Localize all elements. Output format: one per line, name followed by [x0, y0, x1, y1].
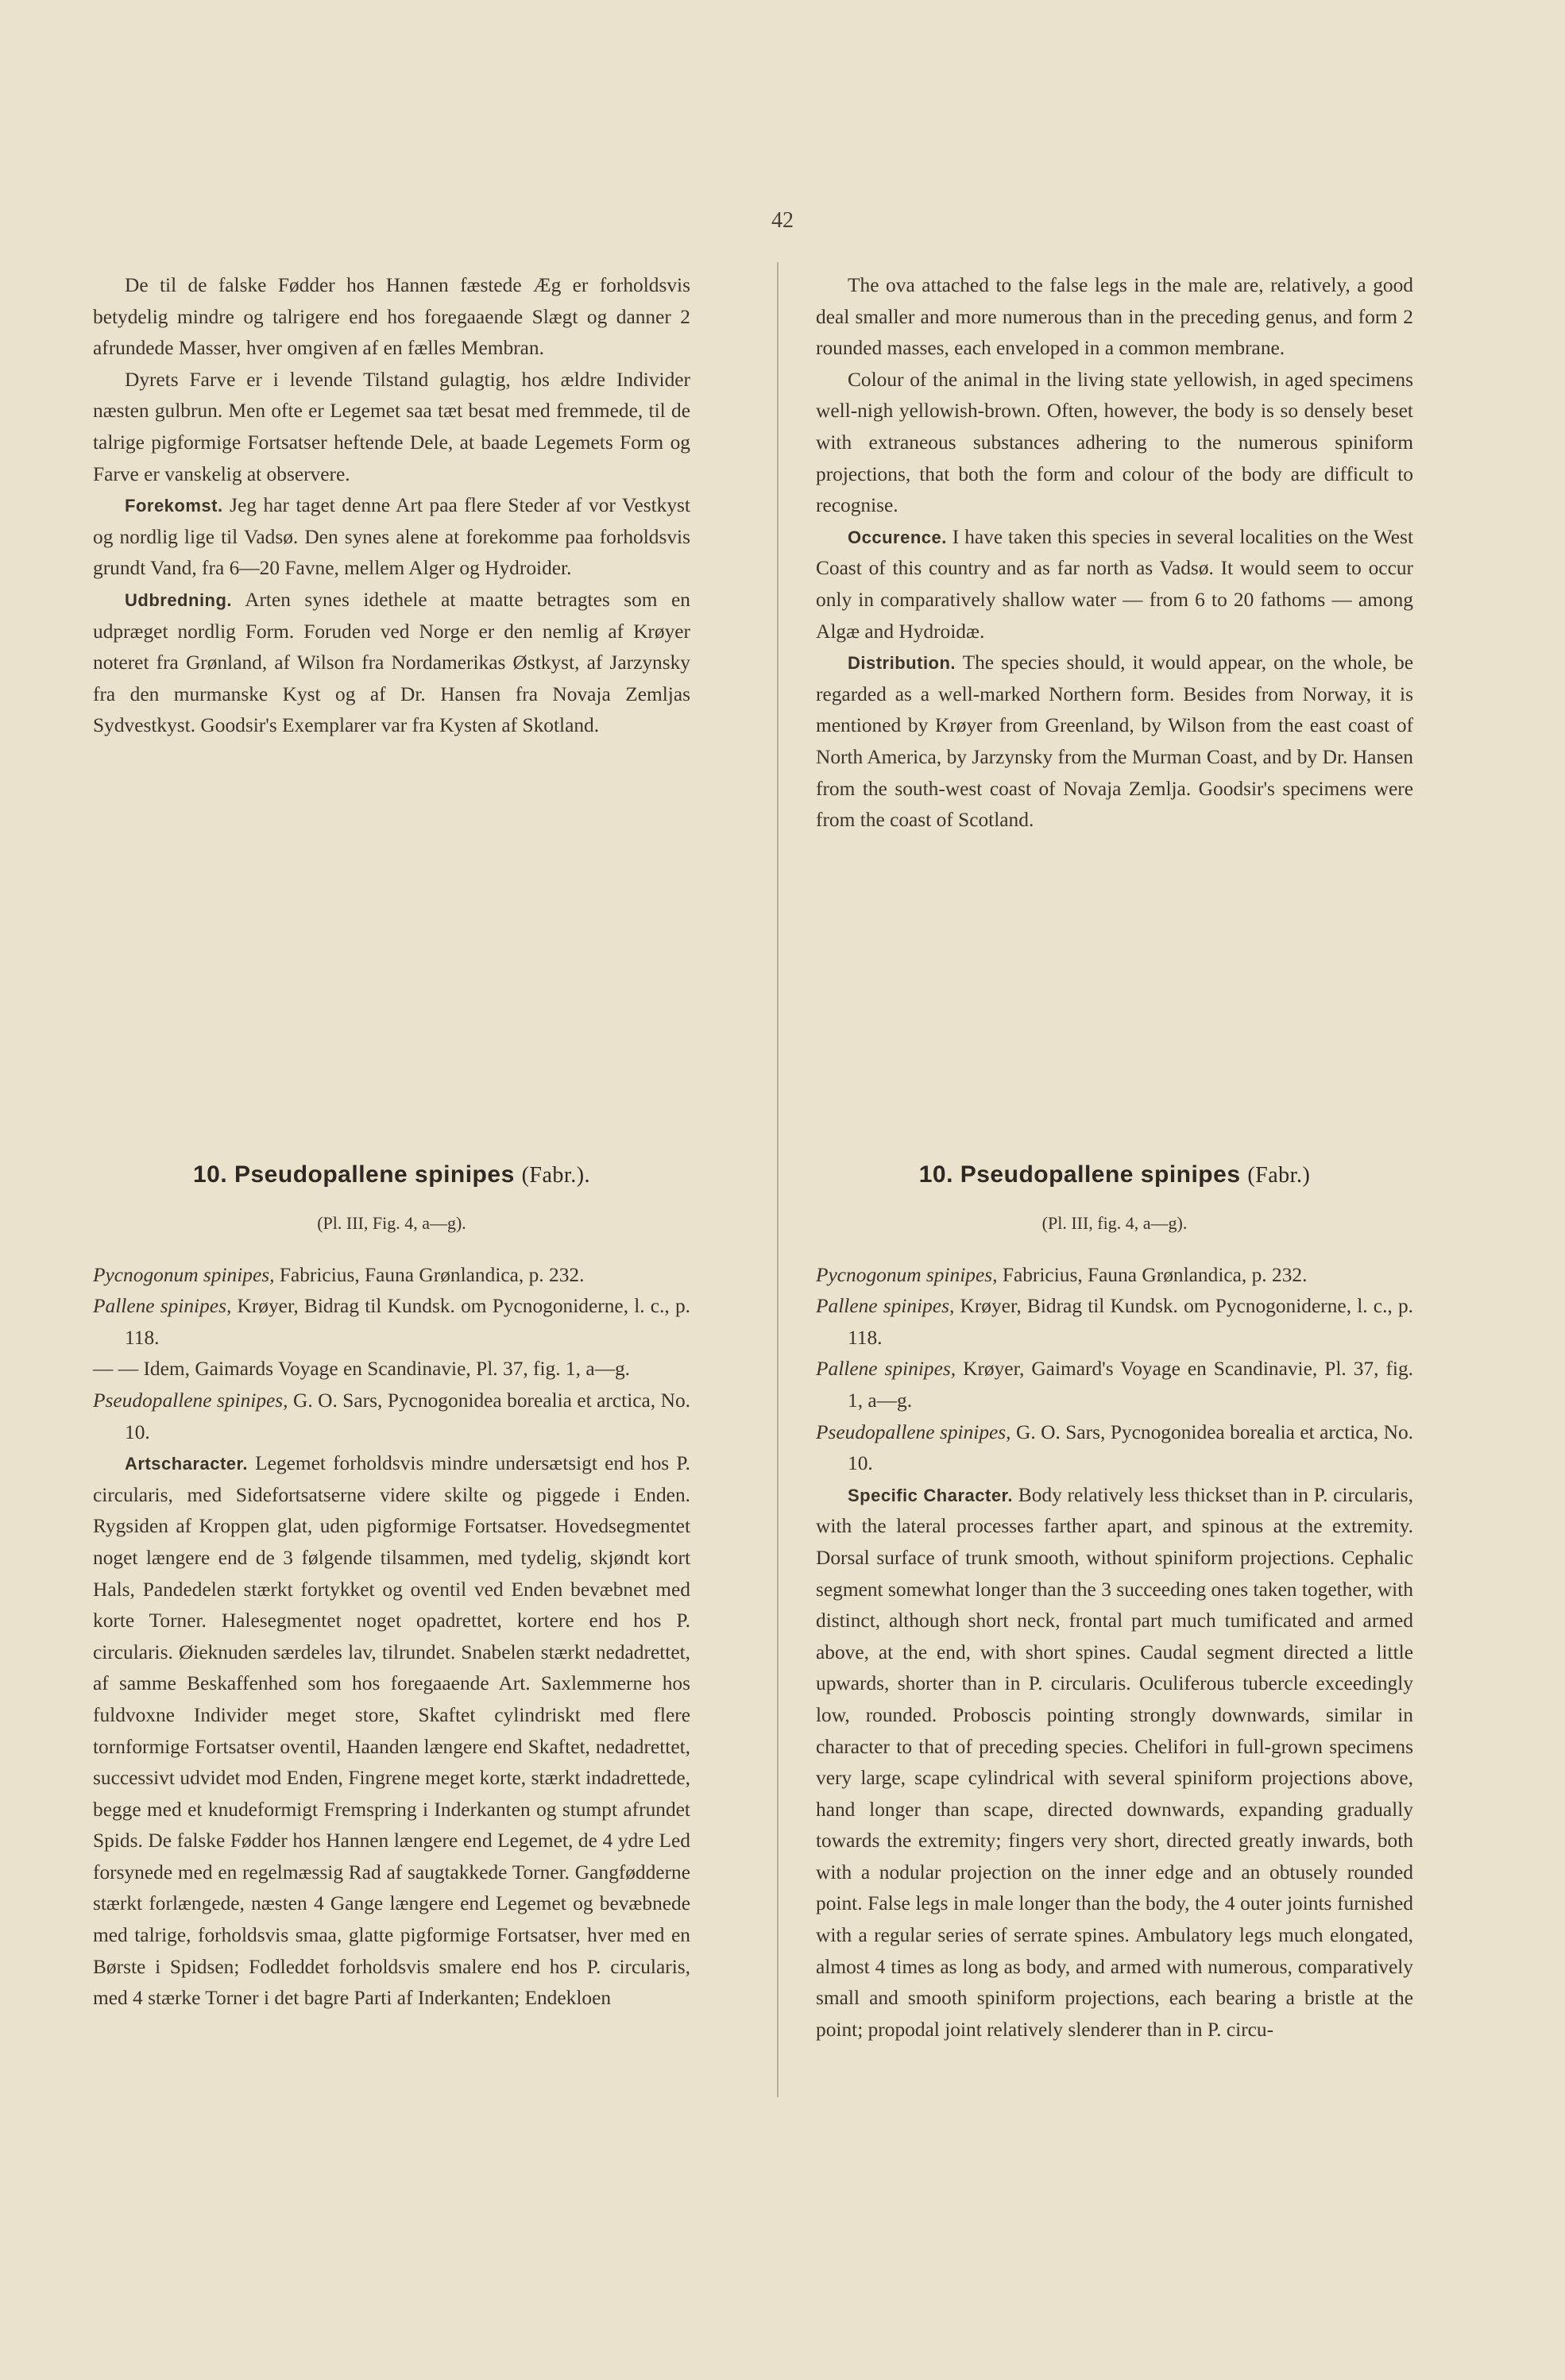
paragraph [816, 522, 1413, 647]
synonym-name: Pseudopallene spinipes, [816, 1420, 1011, 1443]
synonym-name: Pallene spinipes, [93, 1295, 232, 1318]
section-keyword: Forekomst. [125, 496, 223, 516]
synonym-name: Pycnogonum spinipes, [93, 1263, 275, 1286]
synonym-name: Pycnogonum spinipes, [816, 1263, 998, 1286]
right-column-species [816, 1157, 1413, 2046]
synonym [93, 1260, 690, 1292]
species-heading [93, 1157, 690, 1193]
paragraph-text: Body relatively less thickset than in P. circularis, with the lateral processes farther apart, and spinous at the extremity. Dorsal surface of trunk smooth, without spiniform projections. Cephalic segment somewhat longer than the 3 succeeding ones taken together, with distinct, although short neck, frontal part much tumificated and armed above, at the end, with short spines. Caudal segment directed a little upwards, shorter than in P. circularis. Oculiferous tubercle exceedingly low, rounded. Proboscis pointing strongly downwards, similar in character to that of preceding species. Chelifori in full-grown specimens very large, scape cylindrical with several spiniform projections above, hand longer than scape, directed downwards, expanding gradually towards the extremity; fingers very short, directed greatly inwards, both with a nodular projection on the inner edge and an obtusely rounded point. False legs in male longer than the body, the 4 outer joints furnished with a regular series of serrate spines. Ambulatory legs much elongated, almost 4 times as long as body, and armed with numerous, comparatively small and smooth spiniform projections, each bearing a bristle at the point; propodal joint relatively slenderer than in P. circu- [816, 1483, 1413, 2041]
synonym-ref: Fabricius, Fauna Grønlandica, p. 232. [274, 1263, 585, 1286]
species-heading [816, 1157, 1413, 1193]
synonym [93, 1291, 690, 1354]
synonym [93, 1354, 690, 1385]
paragraph-text: Legemet forholdsvis mindre undersætsigt end hos P. circularis, med Sidefortsatserne videre skilte og piggede i Enden. Rygsiden af Kroppen glat, uden pigformige Fortsatser. Hovedsegmentet noget længere end de 3 følgende tilsammen, med tydelig, skjøndt kort Hals, Pandedelen stærkt fortykket og oventil ved Enden bevæbnet med korte Torner. Halesegmentet noget opadrettet, kortere end hos P. circularis. Øieknuden særdeles lav, tilrundet. Snabelen stærkt nedadrettet, af samme Beskaffenhed som hos foregaaende Art. Saxlemmerne hos fuldvoxne Individer meget store, Skaftet cylindriskt med flere tornformige Fortsatser oventil, Haanden længere end Skaftet, nedadrettet, successivt udvidet mod Enden, Fingrene meget korte, stærkt indadrettede, begge med et knudeformigt Fremspring i Inderkanten og stumpt afrundet Spids. De falske Fødder hos Hannen længere end Legemet, de 4 ydre Led forsynede med en regelmæssig Rad af saugtakkede Torner. Gangfødderne stærkt forlængede, næsten 4 Gange længere end Legemet og bevæbnede med talrige, forholdsvis smaa, glatte pigformige Fortsatser, hver med en Børste i Spidsen; Fodleddet forholdsvis smalere end hos P. circularis, med 4 stærke Torner i det bagre Parti af Inderkanten; Endekloen [93, 1452, 690, 2010]
paragraph: Dyrets Farve er i levende Tilstand gulagtig, hos ældre Individer næsten gulbrun. Men ofte er Legemet saa tæt besat med fremmede, til de talrige pigformige Fortsatser heftende Dele, at baade Legemets Form og Farve er vanskelig at observere. [93, 368, 690, 485]
column-divider [777, 262, 779, 2097]
section-keyword: Specific Character. [848, 1485, 1014, 1505]
synonym-ref: G. O. Sars, Pycnogonidea borealia et arctica, No. 10. [125, 1389, 690, 1443]
synonym-ref: Fabricius, Fauna Grønlandica, p. 232. [997, 1263, 1308, 1286]
right-column-top [816, 270, 1413, 836]
paragraph-text: I have taken this species in several localities on the West Coast of this country and as far north as Vadsø. It would seem to occur only in comparatively shallow water — from 6 to 20 fathoms — among Algæ and Hydroidæ. [816, 525, 1413, 643]
paragraph [93, 1448, 690, 2015]
page-number: 42 [771, 208, 794, 233]
section-keyword: Distribution. [848, 653, 956, 674]
synonym-ref: G. O. Sars, Pycnogonidea borealia et arctica, No. 10. [848, 1420, 1413, 1475]
species-title: 10. Pseudopallene spinipes [192, 1161, 515, 1188]
synonym-ref: Krøyer, Bidrag til Kundsk. om Pycnogoniderne, l. c., p. 118. [848, 1295, 1413, 1349]
synonym [93, 1385, 690, 1448]
left-column-species [93, 1157, 690, 2015]
paragraph [816, 1480, 1413, 2046]
species-author: (Fabr.). [521, 1163, 591, 1188]
left-column-top [93, 270, 690, 742]
synonym [816, 1291, 1413, 1354]
paragraph: De til de falske Fødder hos Hannen fæstede Æg er forholdsvis betydelig mindre og talrigere end hos foregaaende Slægt og danner 2 afrundede Masser, hver omgiven af en fælles Membran. [93, 274, 690, 360]
paragraph [93, 490, 690, 585]
paragraph: The ova attached to the false legs in the male are, relatively, a good deal smaller and more numerous than in the preceding genus, and form 2 rounded masses, each enveloped in a common membrane. [816, 274, 1413, 360]
paragraph [93, 585, 690, 742]
synonym-ref: Krøyer, Bidrag til Kundsk. om Pycnogoniderne, l. c., p. 118. [125, 1295, 690, 1349]
paragraph-text: Arten synes idethele at maatte betragtes som en udpræget nordlig Form. Foruden ved Norge er den nemlig af Krøyer noteret fra Grønland, af Wilson fra Nordamerikas Østkyst, af Jarzynsky fra den murmanske Kyst og af Dr. Hansen fra Novaja Zemljas Sydvestkyst. Goodsir's Exemplarer var fra Kysten af Skotland. [93, 588, 690, 737]
plate-reference: (Pl. III, Fig. 4, a—g). [317, 1213, 466, 1233]
paragraph: Colour of the animal in the living state yellowish, in aged specimens well-nigh yellowish-brown. Often, however, the body is so densely beset with extraneous substances adhering to the numerous spiniform projections, that both the form and colour of the body are difficult to recognise. [816, 368, 1413, 517]
section-keyword: Artscharacter. [125, 1454, 248, 1474]
synonym [816, 1417, 1413, 1480]
synonym-ref: Krøyer, Gaimard's Voyage en Scandinavie, Pl. 37, fig. 1, a—g. [848, 1358, 1413, 1412]
section-keyword: Occurence. [848, 527, 947, 547]
paragraph [816, 647, 1413, 836]
paragraph-text: The species should, it would appear, on the whole, be regarded as a well-marked Northern form. Besides from Norway, it is mentioned by Krøyer from Greenland, by Wilson from the east coast of North America, by Jarzynsky from the Murman Coast, and by Dr. Hansen from the south-west coast of Novaja Zemlja. Goodsir's specimens were from the coast of Scotland. [816, 651, 1413, 832]
synonym-ref: — — Idem, Gaimards Voyage en Scandinavie, Pl. 37, fig. 1, a—g. [93, 1358, 631, 1381]
plate-reference: (Pl. III, fig. 4, a—g). [1041, 1213, 1188, 1233]
synonym-name: Pallene spinipes, [816, 1358, 956, 1381]
species-title: 10. Pseudopallene spinipes [918, 1161, 1241, 1188]
section-keyword: Udbredning. [125, 589, 233, 610]
species-author: (Fabr.) [1247, 1163, 1311, 1188]
synonym-name: Pseudopallene spinipes, [93, 1389, 288, 1412]
synonym-name: Pallene spinipes, [816, 1295, 955, 1318]
synonym [816, 1260, 1413, 1292]
paragraph-text: Jeg har taget denne Art paa flere Steder af vor Vestkyst og nordlig lige til Vadsø. Den synes alene at forekomme paa forholdsvis grundt Vand, fra 6—20 Favne, mellem Alger og Hydroider. [93, 494, 690, 580]
synonym [816, 1354, 1413, 1416]
